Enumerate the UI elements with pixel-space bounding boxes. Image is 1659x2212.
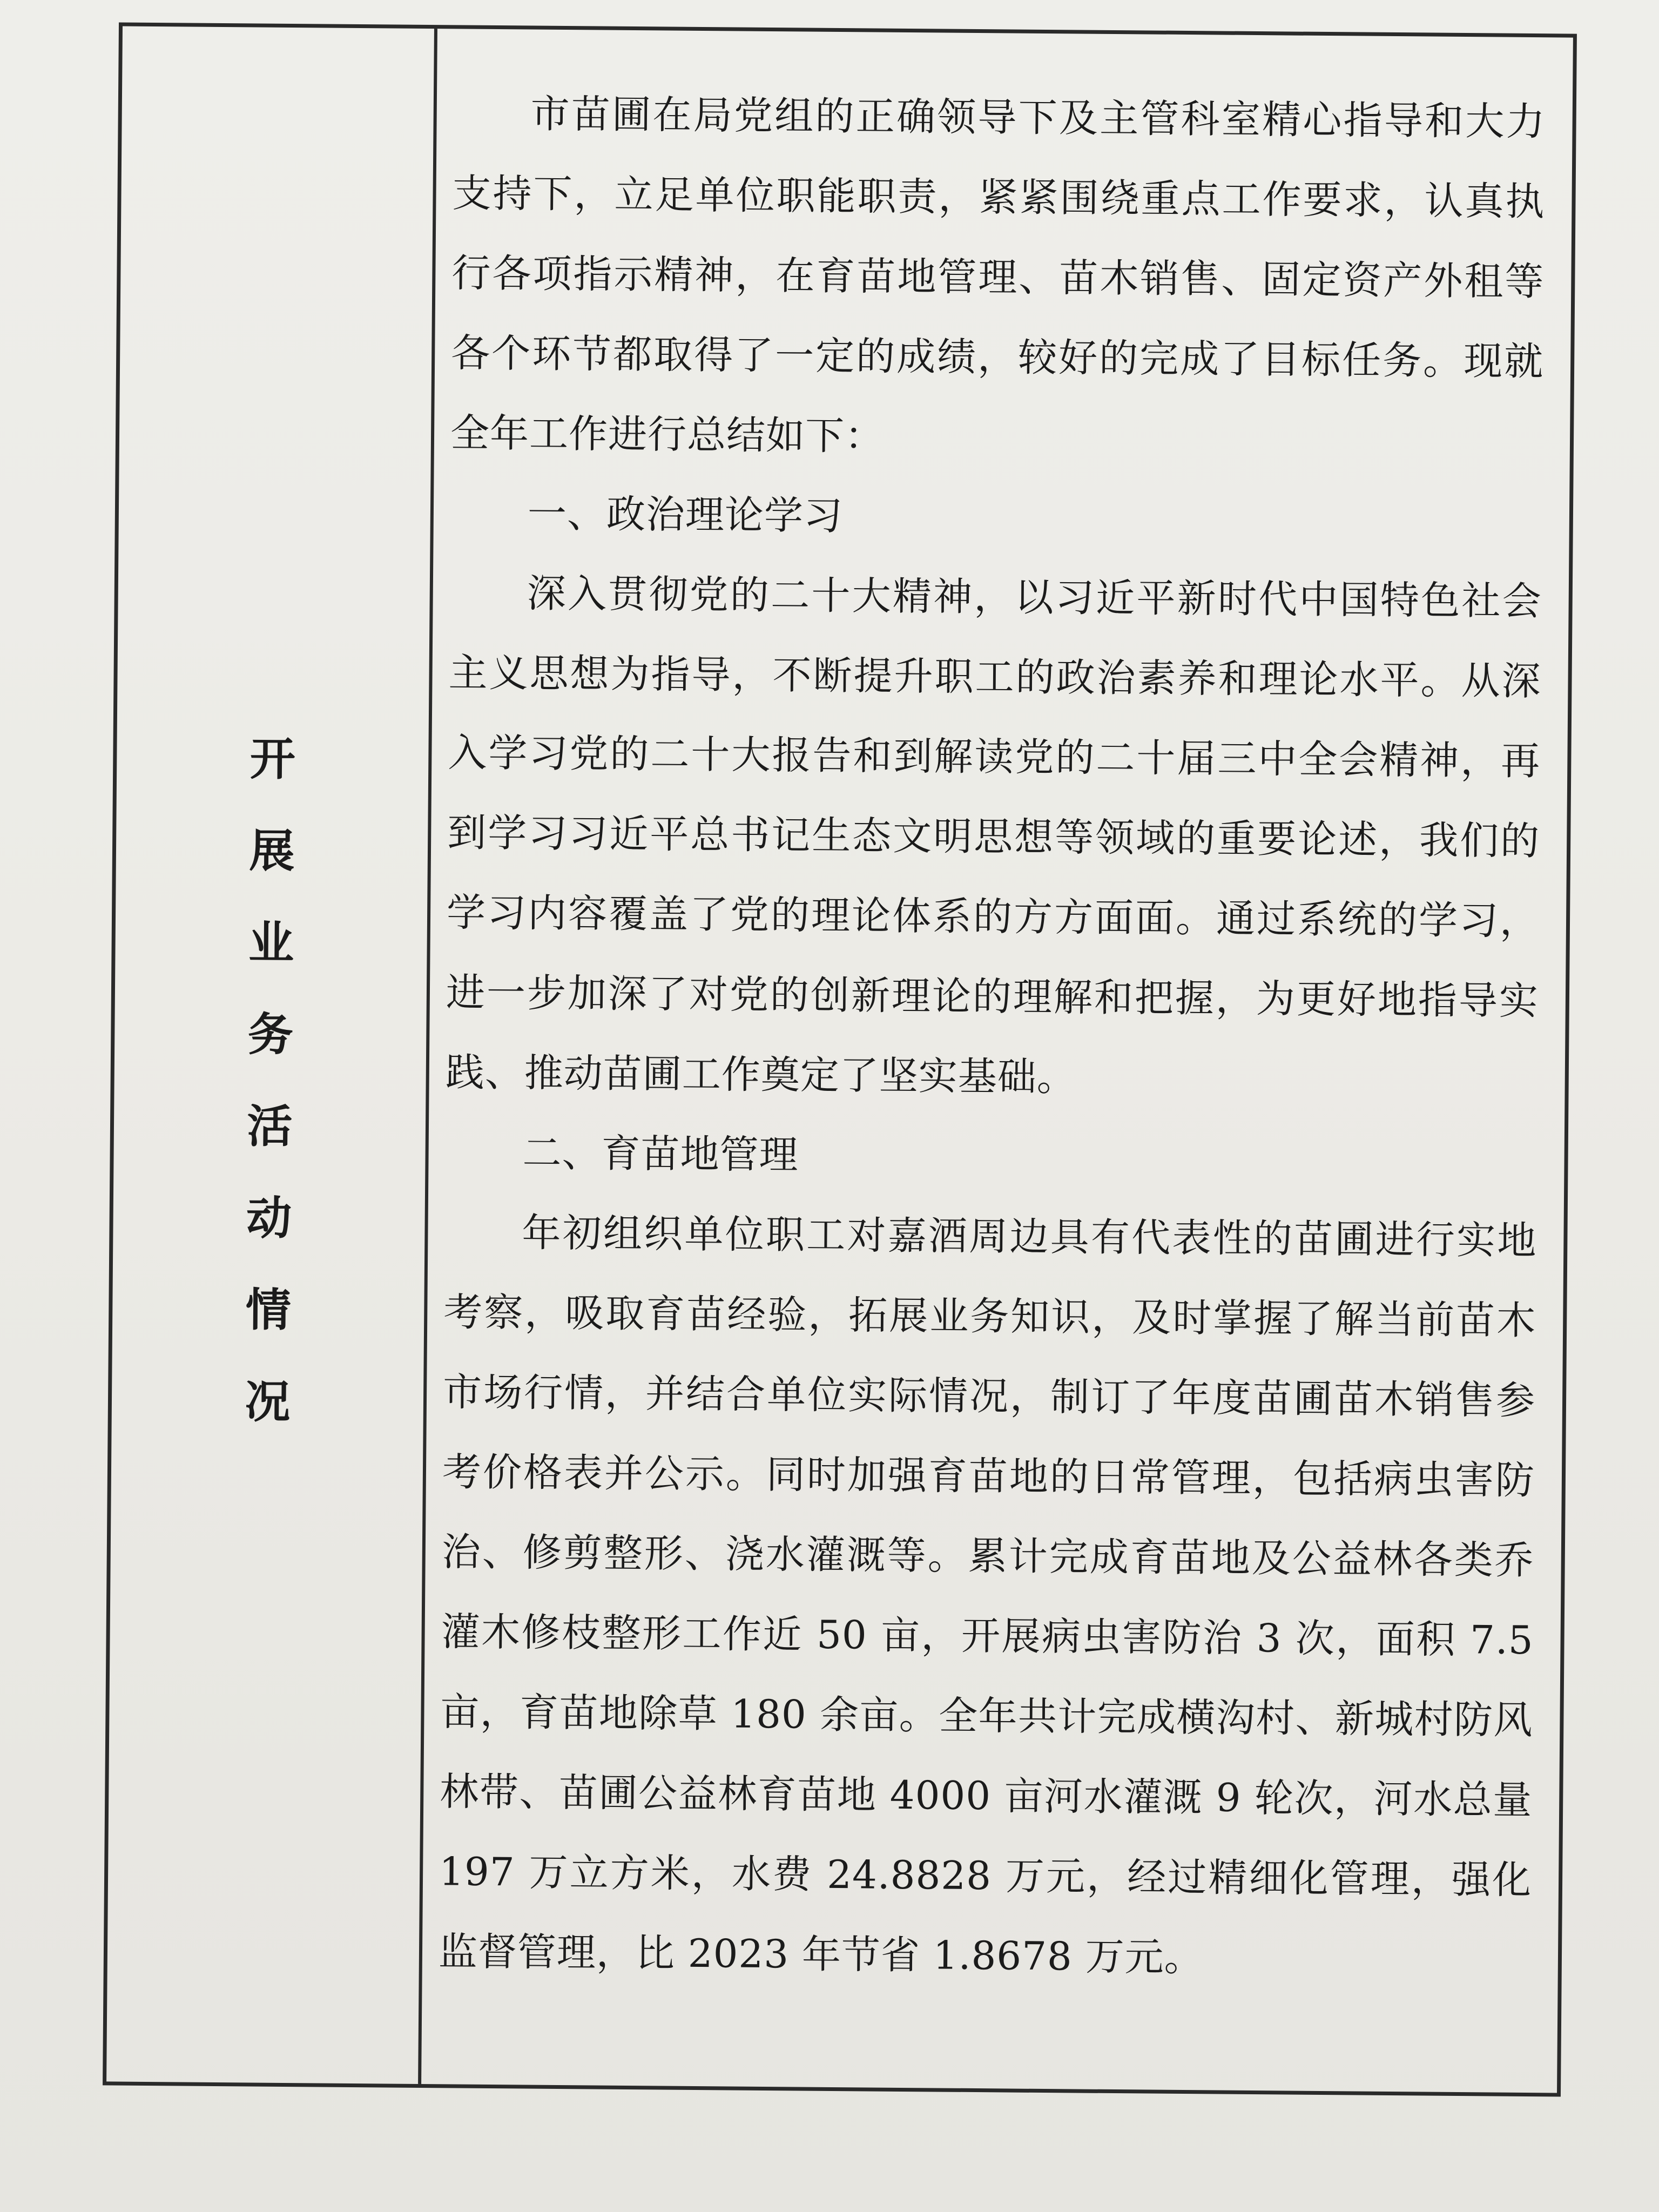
content-cell <box>421 29 1573 2093</box>
label-char: 动 <box>246 1191 292 1245</box>
label-cell <box>106 26 437 2084</box>
label-char: 开 <box>249 732 296 786</box>
section-label <box>111 712 429 1448</box>
nursery-management-paragraph: 年初组织单位职工对嘉酒周边具有代表性的苗圃进行实地考察，吸取育苗经验，拓展业务知识，及时掌握了解当前苗木市场行情，并结合单位实际情况，制订了年度苗圃苗木销售参考价格表并公示。同时加强育苗地的日常管理，包括病虫害防治、修剪整形、浇水灌溉等。累计完成育苗地及公益林各类乔灌木修枝整形工作近 50 亩，开展病虫害防治 3 次，面积 7.5 亩，育苗地除草 180 余亩。全年共计完成横沟村、新城村防风林带、苗圃公益林育苗地 4000 亩河水灌溉 9 轮次，河水总量 197 万立方米，水费 24.8828 万元，经过精细化管理，强化监督管理，比 2023 年节省 1.8678 万元。 <box>438 1210 1537 1980</box>
label-char: 业 <box>248 916 294 970</box>
political-study-paragraph: 深入贯彻党的二十大精神，以习近平新时代中国特色社会主义思想为指导，不断提升职工的政治素养和理论水平。从深入学习党的二十大报告和到解读党的二十届三中全会精神，再到学习习近平总书记生态文明思想等领域的重要论述，我们的学习内容覆盖了党的理论体系的方方面面。通过系统的学习，进一步加深了对党的创新理论的理解和把握，为更好地指导实践、推动苗圃工作奠定了坚实基础。 <box>445 570 1542 1100</box>
label-char: 展 <box>249 824 295 878</box>
label-char: 务 <box>247 1008 294 1062</box>
section-heading-nursery-management: 二、育苗地管理 <box>522 1130 799 1178</box>
label-char: 情 <box>245 1283 292 1337</box>
label-char: 活 <box>247 1100 293 1154</box>
label-char: 况 <box>245 1375 291 1429</box>
section-heading-political-study: 一、政治理论学习 <box>527 490 844 539</box>
intro-paragraph: 市苗圃在局党组的正确领导下及主管科室精心指导和大力支持下，立足单位职能职责，紧紧围绕重点工作要求，认真执行各项指示精神，在育苗地管理、苗木销售、固定资产外租等各个环节都取得了一定的成绩，较好的完成了目标任务。现就全年工作进行总结如下： <box>450 91 1546 459</box>
form-table <box>103 22 1577 2096</box>
